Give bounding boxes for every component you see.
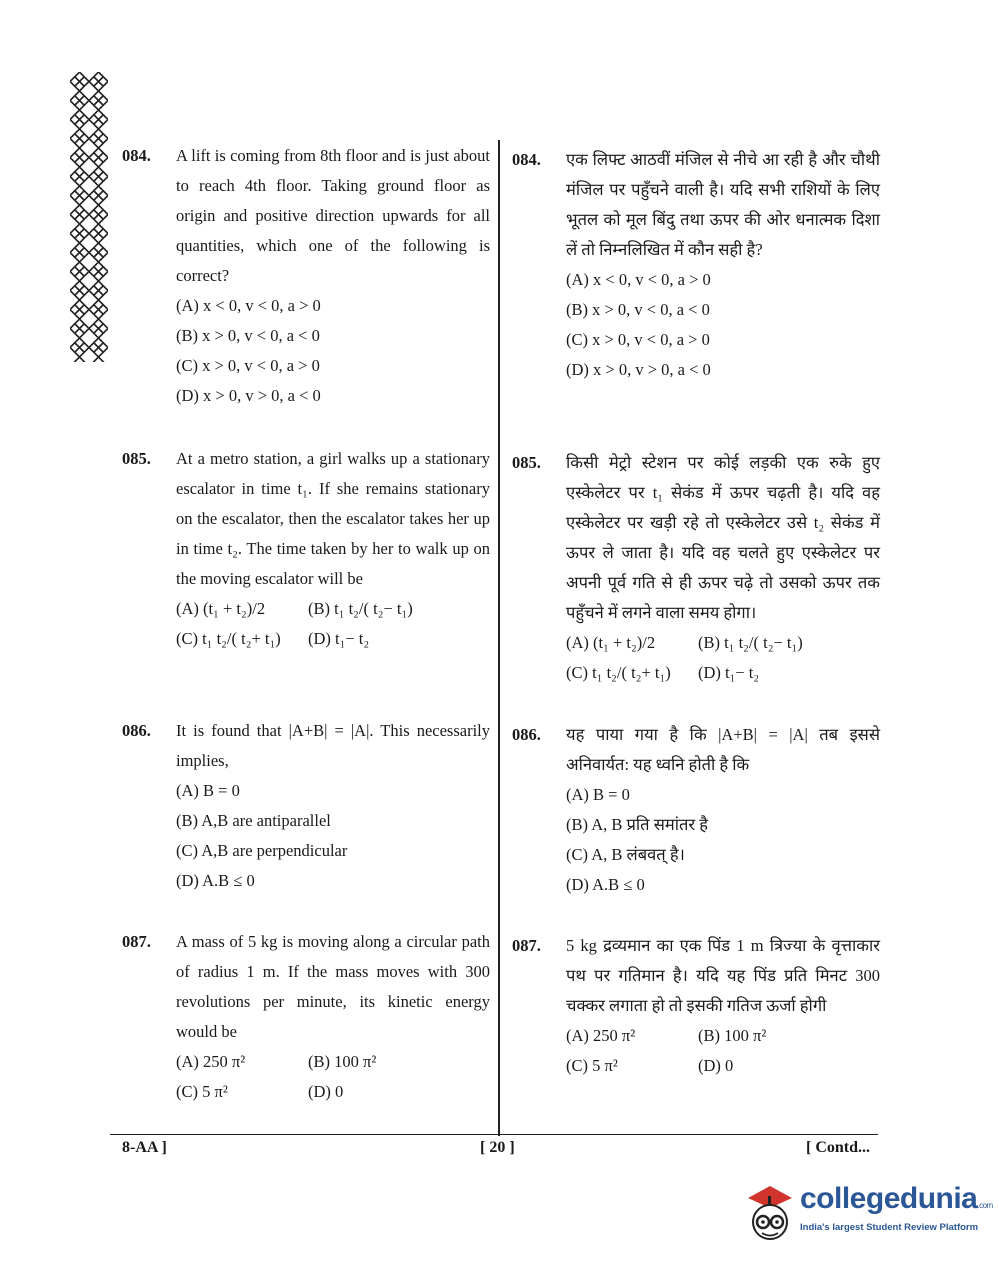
option-d: (D) t₁− t₂ xyxy=(698,663,760,682)
question-number: 085. xyxy=(122,449,151,468)
option-a: (A) 250 π² xyxy=(566,1026,636,1045)
question-number: 084. xyxy=(512,150,541,169)
page-number: [ 20 ] xyxy=(480,1139,515,1156)
question-number: 086. xyxy=(122,721,151,740)
option-b: (B) t₁ t₂/( t₂− t₁) xyxy=(698,633,803,652)
question-text: A mass of 5 kg is moving along a circular path of radius 1 m. If the mass moves with 300 revolutions per minute, its kinetic energy would be xyxy=(176,932,490,1041)
option-d: (D) x > 0, v > 0, a < 0 xyxy=(566,360,711,379)
question-085-en xyxy=(122,444,490,654)
column-divider xyxy=(498,140,500,1136)
option-d: (D) t₁− t₂ xyxy=(308,629,370,648)
option-d: (D) 0 xyxy=(308,1082,344,1101)
mascot-icon xyxy=(740,1180,798,1250)
question-087-hi xyxy=(512,931,880,1081)
logo-tagline: India's largest Student Review Platform xyxy=(800,1222,979,1233)
question-text: एक लिफ्ट आठवीं मंजिल से नीचे आ रही है और चौथी मंजिल पर पहुँचने वाली है। यदि सभी राशियों के लिए भूतल को मूल बिंदु तथा ऊपर की ओर धनात्मक दिशा लें तो निम्नलिखित में कौन सही है? xyxy=(566,150,880,259)
option-d: (D) 0 xyxy=(698,1056,734,1075)
option-b: (B) 100 π² xyxy=(698,1026,767,1045)
option-a: (A) x < 0, v < 0, a > 0 xyxy=(176,296,321,315)
option-a: (A) (t₁ + t₂)/2 xyxy=(176,599,266,618)
question-087-en xyxy=(122,927,490,1107)
option-c: (C) A,B are perpendicular xyxy=(176,841,348,860)
question-number: 084. xyxy=(122,146,151,165)
question-086-en xyxy=(122,716,490,896)
question-084-hi xyxy=(512,145,880,385)
option-c: (C) x > 0, v < 0, a > 0 xyxy=(566,330,710,349)
option-a: (A) B = 0 xyxy=(176,781,240,800)
question-086-hi xyxy=(512,720,880,900)
option-c: (C) x > 0, v < 0, a > 0 xyxy=(176,356,320,375)
logo-wordmark: collegedunia.com xyxy=(800,1182,993,1215)
option-a: (A) (t₁ + t₂)/2 xyxy=(566,633,656,652)
option-d: (D) x > 0, v > 0, a < 0 xyxy=(176,386,321,405)
option-b: (B) x > 0, v < 0, a < 0 xyxy=(566,300,710,319)
question-text: किसी मेट्रो स्टेशन पर कोई लड़की एक रुके हुए एस्केलेटर पर t₁ सेकंड में ऊपर चढ़ती है। यदि वह एस्केलेटर पर खड़ी रहे तो एस्केलेटर उसे t₂ सेकंड में ऊपर ले जाता है। यदि वह चलते हुए एस्केलेटर पर अपनी पूर्व गति से ही ऊपर चढ़े तो उसको ऊपर तक पहुँचने में लगने वाला समय होगा। xyxy=(566,453,880,622)
option-d: (D) A.B ≤ 0 xyxy=(566,875,645,894)
option-c: (C) 5 π² xyxy=(176,1082,228,1101)
question-number: 085. xyxy=(512,453,541,472)
question-number: 087. xyxy=(512,936,541,955)
option-c: (C) t₁ t₂/( t₂+ t₁) xyxy=(566,663,671,682)
option-c: (C) t₁ t₂/( t₂+ t₁) xyxy=(176,629,281,648)
option-a: (A) 250 π² xyxy=(176,1052,246,1071)
option-b: (B) 100 π² xyxy=(308,1052,377,1071)
continued-label: [ Contd... xyxy=(806,1139,871,1156)
question-number: 086. xyxy=(512,725,541,744)
question-text: At a metro station, a girl walks up a stationary escalator in time t₁. If she remains stationary on the escalator, then the escalator takes her up in time t₂. The time taken by her to walk up on the moving escalator will be xyxy=(176,449,490,588)
collegedunia-logo[interactable] xyxy=(740,1180,993,1250)
option-c: (C) A, B लंबवत् है। xyxy=(566,845,685,864)
option-b: (B) x > 0, v < 0, a < 0 xyxy=(176,326,320,345)
question-text: It is found that |A+B| = |A|. This necessarily implies, xyxy=(176,721,490,770)
option-b: (B) t₁ t₂/( t₂− t₁) xyxy=(308,599,413,618)
paper-code: 8-AA ] xyxy=(122,1139,167,1156)
option-c: (C) 5 π² xyxy=(566,1056,618,1075)
question-text: A lift is coming from 8th floor and is just about to reach 4th floor. Taking ground floor as origin and positive direction upwards for all quantities, which one of the following is correct? xyxy=(176,146,490,285)
option-a: (A) x < 0, v < 0, a > 0 xyxy=(566,270,711,289)
option-d: (D) A.B ≤ 0 xyxy=(176,871,255,890)
decorative-border-pattern xyxy=(70,72,108,362)
question-084-en xyxy=(122,141,490,411)
option-b: (B) A, B प्रति समांतर है xyxy=(566,815,709,834)
question-085-hi xyxy=(512,448,880,688)
question-text: यह पाया गया है कि |A+B| = |A| तब इससे अनिवार्यत: यह ध्वनि होती है कि xyxy=(566,725,880,774)
question-number: 087. xyxy=(122,932,151,951)
option-b: (B) A,B are antiparallel xyxy=(176,811,331,830)
footer-rule xyxy=(110,1134,878,1135)
option-a: (A) B = 0 xyxy=(566,785,630,804)
question-text: 5 kg द्रव्यमान का एक पिंड 1 m त्रिज्या के वृत्ताकार पथ पर गतिमान है। यदि यह पिंड प्रति मिनट 300 चक्कर लगाता हो तो इसकी गतिज ऊर्जा होगी xyxy=(566,936,880,1015)
